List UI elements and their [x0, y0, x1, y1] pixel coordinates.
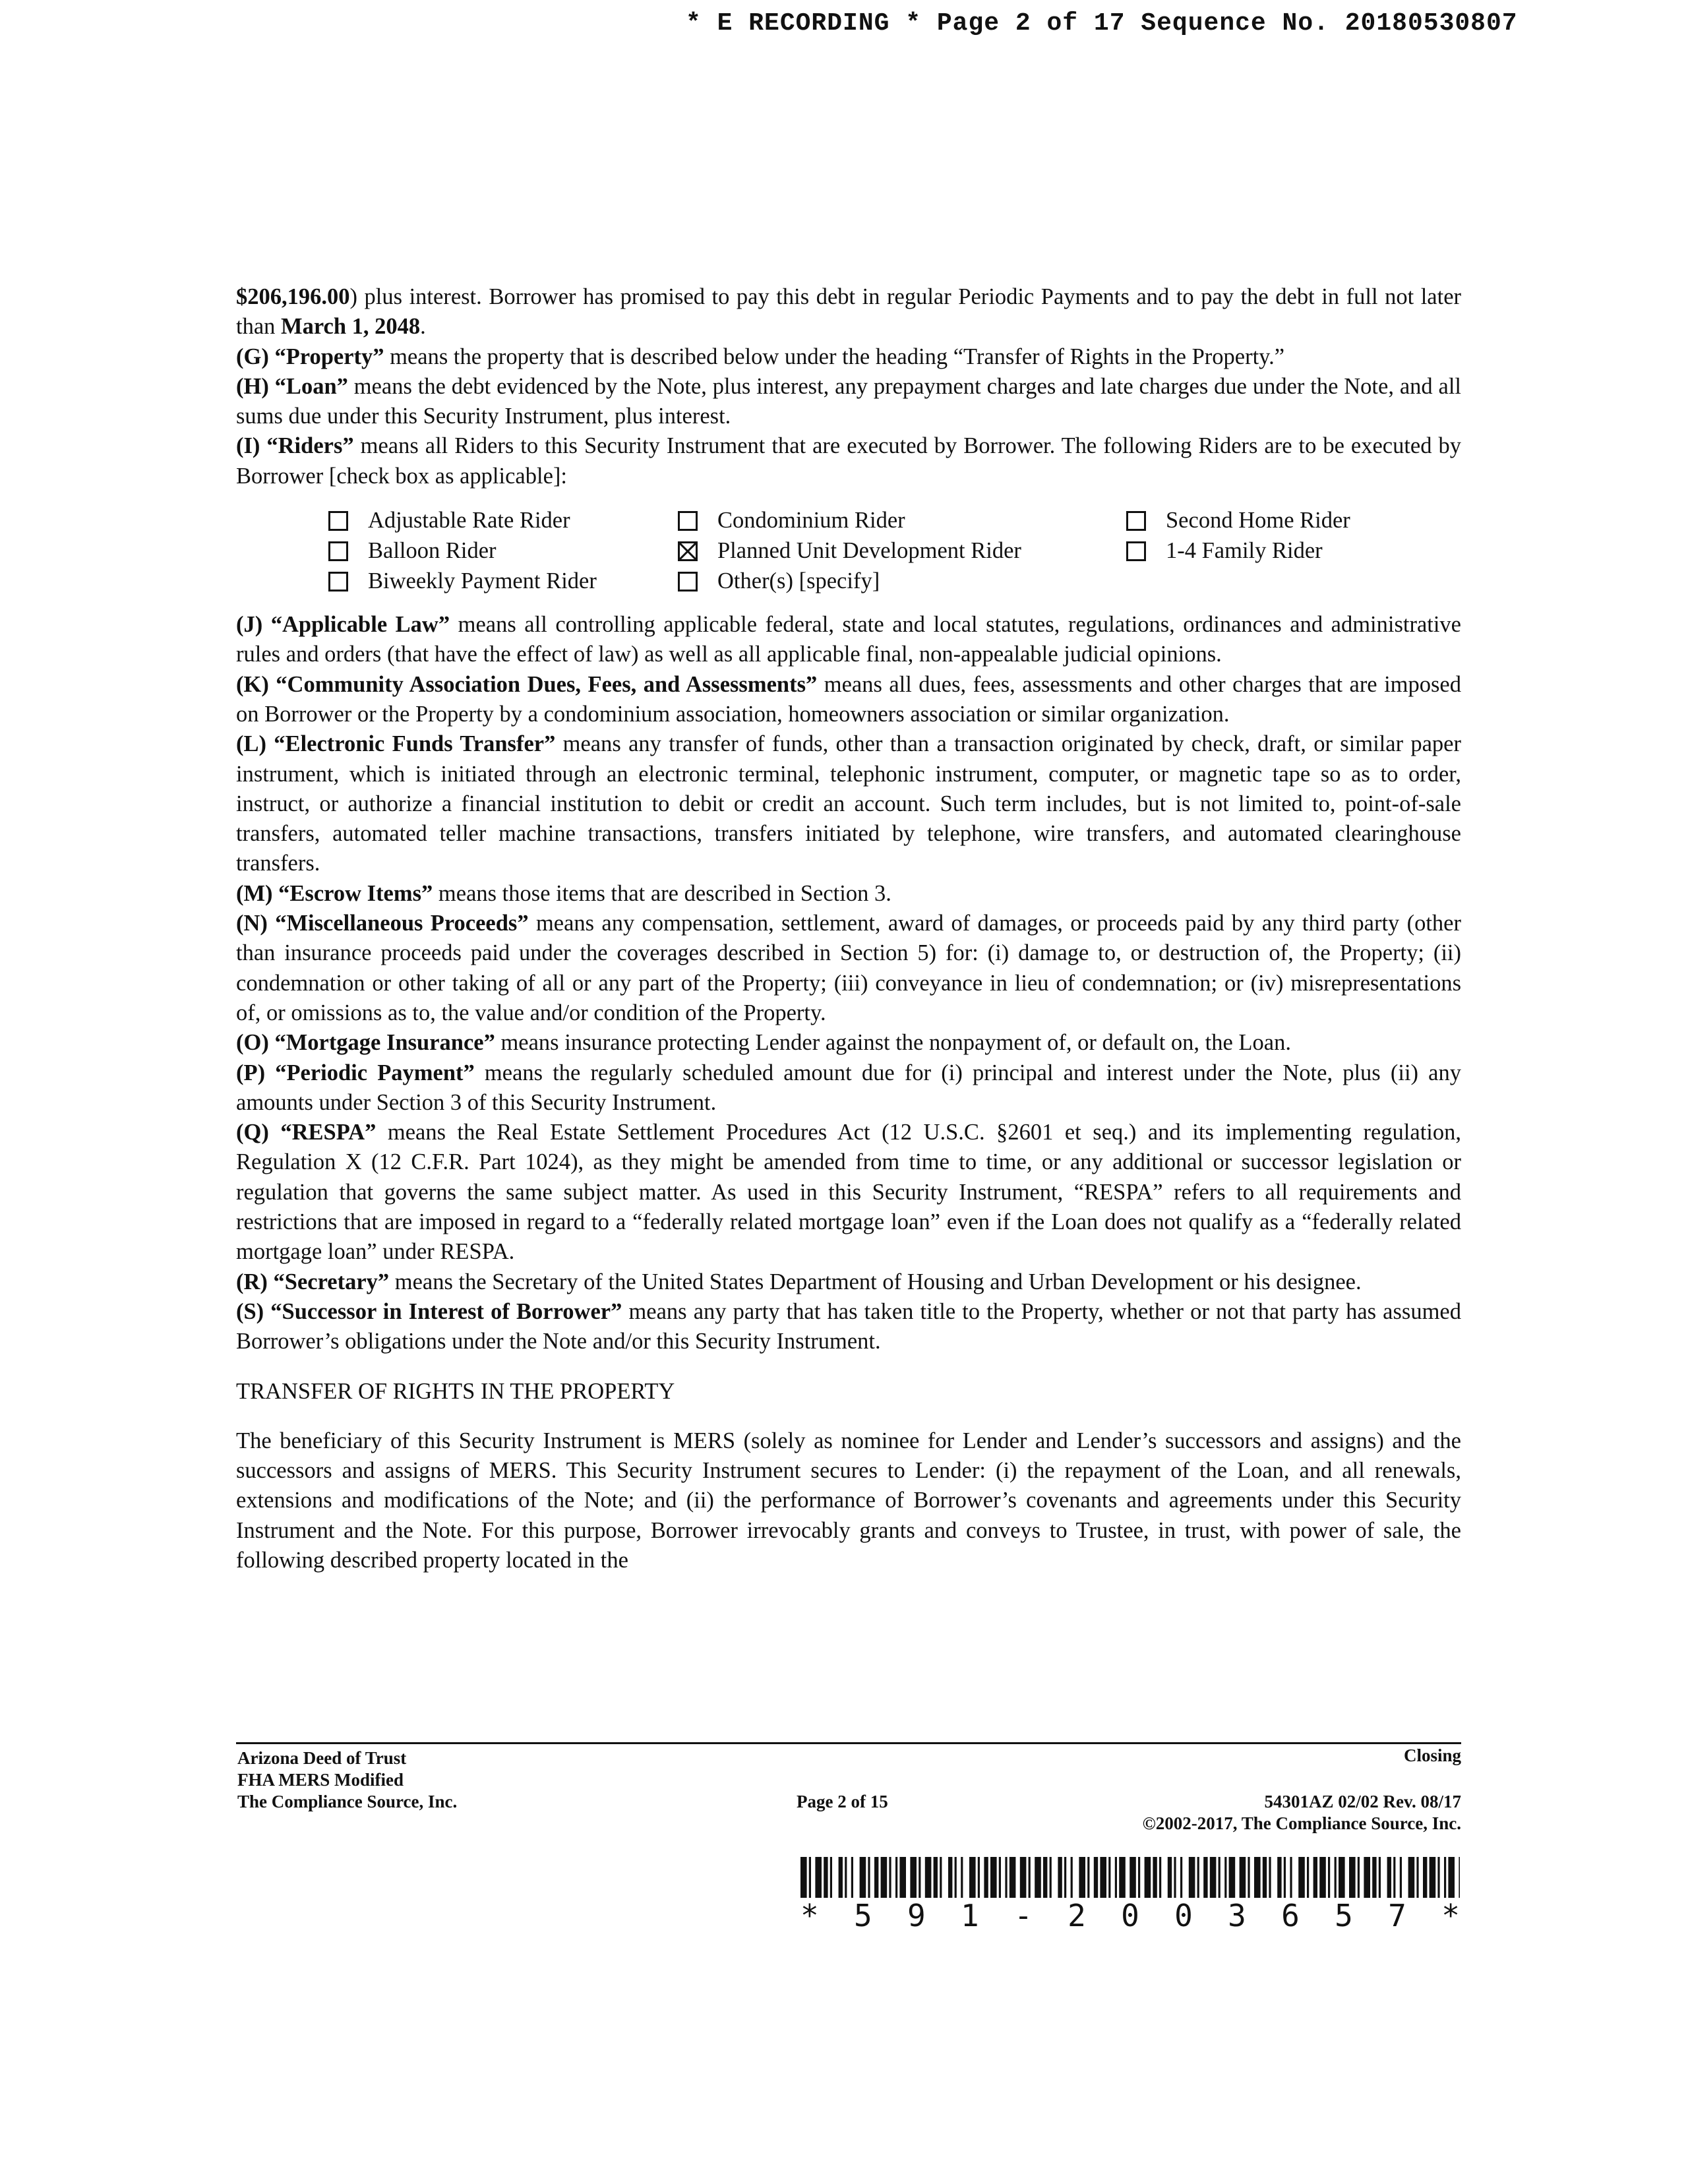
barcode-bar — [1071, 1857, 1073, 1898]
barcode-bar — [830, 1857, 832, 1898]
rider-planned-unit-development: Planned Unit Development Rider — [678, 536, 1126, 566]
rider-adjustable-rate: Adjustable Rate Rider — [328, 506, 678, 536]
barcode-bar — [824, 1857, 828, 1898]
barcode-bar — [1094, 1857, 1098, 1898]
barcode-bar — [919, 1857, 920, 1898]
rider-1-4-family: 1-4 Family Rider — [1126, 536, 1456, 566]
barcode-bar — [1159, 1857, 1161, 1898]
definition-electronic-funds-transfer: (L) “Electronic Funds Transfer” means any transfer of funds, other than a transaction originated by check, draft, or similar paper instrument, which is initiated through an electronic terminal, telephonic instrument, computer, or magnetic tape so as to order, instruct, or authorize a financial institution to debit or credit an account. Such term includes, but is not limited to, point-of-sale transfers, automated teller machine transactions, transfers initiated by telephone, wire transfers, and automated clearinghouse transfers. — [236, 731, 1461, 876]
barcode-image — [800, 1857, 1460, 1898]
checkbox-checked — [678, 541, 698, 561]
barcode-bar — [1197, 1857, 1199, 1898]
barcode-bar — [1372, 1857, 1376, 1898]
barcode-bar — [1335, 1857, 1337, 1898]
barcode-bar — [845, 1857, 847, 1898]
barcode-bar — [1029, 1857, 1031, 1898]
footer-page-number: Page 2 of 15 — [797, 1792, 888, 1811]
barcode-bar — [1119, 1857, 1126, 1898]
barcode-bar — [895, 1857, 897, 1898]
barcode-character: 0 — [1174, 1898, 1193, 1933]
barcode-bar — [1277, 1857, 1281, 1898]
barcode-bar — [969, 1857, 976, 1898]
barcode-bar — [1339, 1857, 1345, 1898]
definition-community-association-dues: (K) “Community Association Dues, Fees, and Assessments” means all dues, fees, assessments and other charges that are imposed on Borrower or the Property by a condominium association, homeowners association or similar organization. — [236, 671, 1461, 727]
definition-mortgage-insurance: (O) “Mortgage Insurance” means insurance protecting Lender against the nonpayment of, or default on, the Loan. — [236, 1030, 1291, 1056]
checkbox — [678, 572, 698, 592]
barcode-bar — [1174, 1857, 1176, 1898]
barcode-bar — [1058, 1857, 1062, 1898]
barcode-bar — [1437, 1857, 1439, 1898]
checkbox — [1126, 511, 1146, 531]
barcode-bar — [1416, 1857, 1418, 1898]
barcode-bar — [1269, 1857, 1271, 1898]
barcode-character: * — [800, 1898, 819, 1933]
barcode-bar — [934, 1857, 938, 1898]
rider-condominium: Condominium Rider — [678, 506, 1126, 536]
barcode-character: 7 — [1388, 1898, 1406, 1933]
barcode-bar — [984, 1857, 988, 1898]
barcode-character: 9 — [907, 1898, 926, 1933]
barcode-bar — [868, 1857, 870, 1898]
barcode-bar — [1229, 1857, 1236, 1898]
checkbox — [328, 572, 348, 592]
barcode-bar — [910, 1857, 917, 1898]
barcode-bar — [940, 1857, 942, 1898]
rider-balloon: Balloon Rider — [328, 536, 678, 566]
barcode-character: 5 — [854, 1898, 872, 1933]
barcode-character: 3 — [1228, 1898, 1246, 1933]
section-heading: TRANSFER OF RIGHTS IN THE PROPERTY — [236, 1378, 675, 1404]
barcode-bar — [800, 1857, 807, 1898]
barcode-bar — [1203, 1857, 1207, 1898]
barcode-bar — [1219, 1857, 1221, 1898]
barcode-bar — [1328, 1857, 1330, 1898]
barcode-bar — [1168, 1857, 1172, 1898]
barcode-bar — [1408, 1857, 1415, 1898]
barcode-bar — [1284, 1857, 1286, 1898]
barcode-bar — [1224, 1857, 1226, 1898]
transfer-paragraph: The beneficiary of this Security Instrument is MERS (solely as nominee for Lender and Lender’s successors and assigns) and the successors and assigns of MERS. This Security Instrument secures to Lender: (i) the repayment of the Loan, and all renewals, extensions and modifications of the Note; and (ii) the performance of Borrower’s covenants and agreements under this Security Instrument and the Note. For this purpose, Borrower irrevocably grants and conveys to Trustee, in trust, with power of sale, the following described property located in the — [236, 1428, 1461, 1573]
loan-amount: $206,196.00 — [236, 284, 350, 309]
barcode-bar — [1153, 1857, 1157, 1898]
barcode-bar — [1364, 1857, 1370, 1898]
definition-respa: (Q) “RESPA” means the Real Estate Settlement Procedures Act (12 U.S.C. §2601 et seq.) and its implementing regulation, Regulation X (12 C.F.R. Part 1024), as they might be amended from time to time, or any additional or successor legislation or regulation that governs the same subject matter. As used in this Security Instrument, “RESPA” refers to all requirements and restrictions that are imposed in regard to a “federally related mortgage loan” even if the Loan does not qualify as a “federally related mortgage loan” under RESPA. — [236, 1120, 1461, 1265]
rider-biweekly-payment: Biweekly Payment Rider — [328, 566, 678, 597]
riders-checklist — [328, 506, 1461, 597]
footer-form-number: 54301AZ 02/02 Rev. 08/17 ©2002-2017, The Compliance Source, Inc. — [1142, 1792, 1461, 1833]
barcode-bar — [1145, 1857, 1151, 1898]
maturity-date: March 1, 2048 — [281, 314, 421, 340]
definition-escrow-items: (M) “Escrow Items” means those items that are described in Section 3. — [236, 880, 891, 906]
barcode-character: - — [1014, 1898, 1033, 1933]
barcode-bar — [815, 1857, 822, 1898]
barcode-bar — [839, 1857, 843, 1898]
barcode-character: 6 — [1281, 1898, 1300, 1933]
barcode-bar — [961, 1857, 963, 1898]
checkbox — [1126, 541, 1146, 561]
barcode-bar — [978, 1857, 980, 1898]
barcode-bar — [889, 1857, 891, 1898]
barcode-bar — [1189, 1857, 1195, 1898]
rider-other: Other(s) [specify] — [678, 566, 1126, 597]
barcode-bar — [1307, 1857, 1309, 1898]
barcode-bar — [1180, 1857, 1182, 1898]
barcode-bar — [1115, 1857, 1117, 1898]
barcode-bar — [1020, 1857, 1027, 1898]
definition-periodic-payment: (P) “Periodic Payment” means the regularly scheduled amount due for (i) principal and interest under the Note, plus (ii) any amounts under Section 3 of this Security Instrument. — [236, 1060, 1461, 1115]
debt-paragraph: $206,196.00) plus interest. Borrower has promised to pay this debt in regular Periodic Payments and to pay the debt in full not later than March 1, 2048. — [236, 284, 1461, 340]
barcode-bar — [1444, 1857, 1446, 1898]
barcode-bar — [1400, 1857, 1402, 1898]
rider-second-home: Second Home Rider — [1126, 506, 1456, 536]
barcode-bar — [990, 1857, 997, 1898]
checkbox — [328, 511, 348, 531]
barcode-bar — [955, 1857, 957, 1898]
barcode-bar — [1240, 1857, 1246, 1898]
barcode-bar — [1393, 1857, 1395, 1898]
barcode-bar — [1263, 1857, 1267, 1898]
definition-successor-in-interest: (S) “Successor in Interest of Borrower” means any party that has taken title to the Property, whether or not that party has assumed Borrower’s obligations under the Note and/or this Security Instrument. — [236, 1298, 1462, 1354]
definition-miscellaneous-proceeds: (N) “Miscellaneous Proceeds” means any compensation, settlement, award of damages, or proceeds paid by any third party (other than insurance proceeds paid under the coverages described in Section 5) for: (i) damage to, or destruction of, the Property; (ii) condemnation or other taking of all or any part of the Property; (iii) conveyance in lieu of condemnation; or (iv) misrepresentations of, or omissions as to, the value and/or condition of the Property. — [236, 911, 1461, 1025]
footer-divider — [236, 1742, 1461, 1744]
barcode-bar — [1005, 1857, 1007, 1898]
barcode-character: 2 — [1068, 1898, 1086, 1933]
barcode-bar — [948, 1857, 952, 1898]
footer-form-info: Arizona Deed of Trust FHA MERS Modified The Compliance Source, Inc. — [237, 1748, 458, 1811]
barcode-bar — [1290, 1857, 1292, 1898]
barcode-bar — [1035, 1857, 1041, 1898]
barcode-character: * — [1441, 1898, 1460, 1933]
barcode-bar — [1313, 1857, 1317, 1898]
barcode-bar — [1100, 1857, 1106, 1898]
checkbox — [328, 541, 348, 561]
barcode-bar — [1043, 1857, 1047, 1898]
recording-header: * E RECORDING * Page 2 of 17 Sequence No. 20180530807 — [686, 9, 1518, 38]
barcode-bar — [1298, 1857, 1305, 1898]
barcode-bar — [1254, 1857, 1261, 1898]
barcode-text — [800, 1899, 1460, 1932]
barcode-bar — [925, 1857, 932, 1898]
barcode-bar — [1423, 1857, 1427, 1898]
barcode-bar — [1010, 1857, 1016, 1898]
barcode-bar — [1050, 1857, 1052, 1898]
barcode-bar — [1319, 1857, 1326, 1898]
barcode-bar — [1087, 1857, 1089, 1898]
barcode-bar — [860, 1857, 866, 1898]
barcode-character: 1 — [961, 1898, 979, 1933]
definition-secretary: (R) “Secretary” means the Secretary of the United States Department of Housing and Urban Development or his designee. — [236, 1269, 1362, 1294]
barcode-bar — [1379, 1857, 1381, 1898]
definition-riders: (I) “Riders” means all Riders to this Security Instrument that are executed by Borrower. The following Riders are to be executed by Borrower [check box as applicable]: — [236, 433, 1461, 489]
barcode-bar — [881, 1857, 888, 1898]
barcode-bar — [1064, 1857, 1066, 1898]
barcode-bar — [1138, 1857, 1140, 1898]
barcode-bar — [1210, 1857, 1217, 1898]
barcode-bar — [999, 1857, 1001, 1898]
barcode-bar — [899, 1857, 906, 1898]
barcode-bar — [1079, 1857, 1085, 1898]
definition-loan: (H) “Loan” means the debt evidenced by the Note, plus interest, any prepayment charges and late charges due under the Note, and all sums due under this Security Instrument, plus interest. — [236, 373, 1461, 429]
barcode-character: 5 — [1335, 1898, 1353, 1933]
barcode-bar — [874, 1857, 878, 1898]
barcode-bar — [1448, 1857, 1455, 1898]
barcode-bar — [1108, 1857, 1110, 1898]
barcode-bar — [1358, 1857, 1360, 1898]
barcode-bar — [1248, 1857, 1250, 1898]
document-body — [236, 282, 1461, 1575]
barcode-bar — [851, 1857, 853, 1898]
barcode-bar — [1130, 1857, 1136, 1898]
barcode-character: 0 — [1121, 1898, 1139, 1933]
footer-closing-label: Closing — [1403, 1745, 1461, 1765]
checkbox — [678, 511, 698, 531]
barcode-bar — [809, 1857, 811, 1898]
definition-applicable-law: (J) “Applicable Law” means all controlling applicable federal, state and local statutes, regulations, ordinances and administrative rules and orders (that have the effect of law) as well as all applicable final, non-appealable judicial opinions. — [236, 612, 1461, 667]
barcode-bar — [1387, 1857, 1391, 1898]
definition-property: (G) “Property” means the property that is described below under the heading “Transfer of Rights in the Property.” — [236, 344, 1285, 369]
barcode-bar — [1430, 1857, 1436, 1898]
barcode-bar — [1459, 1857, 1460, 1898]
barcode-bar — [1349, 1857, 1356, 1898]
